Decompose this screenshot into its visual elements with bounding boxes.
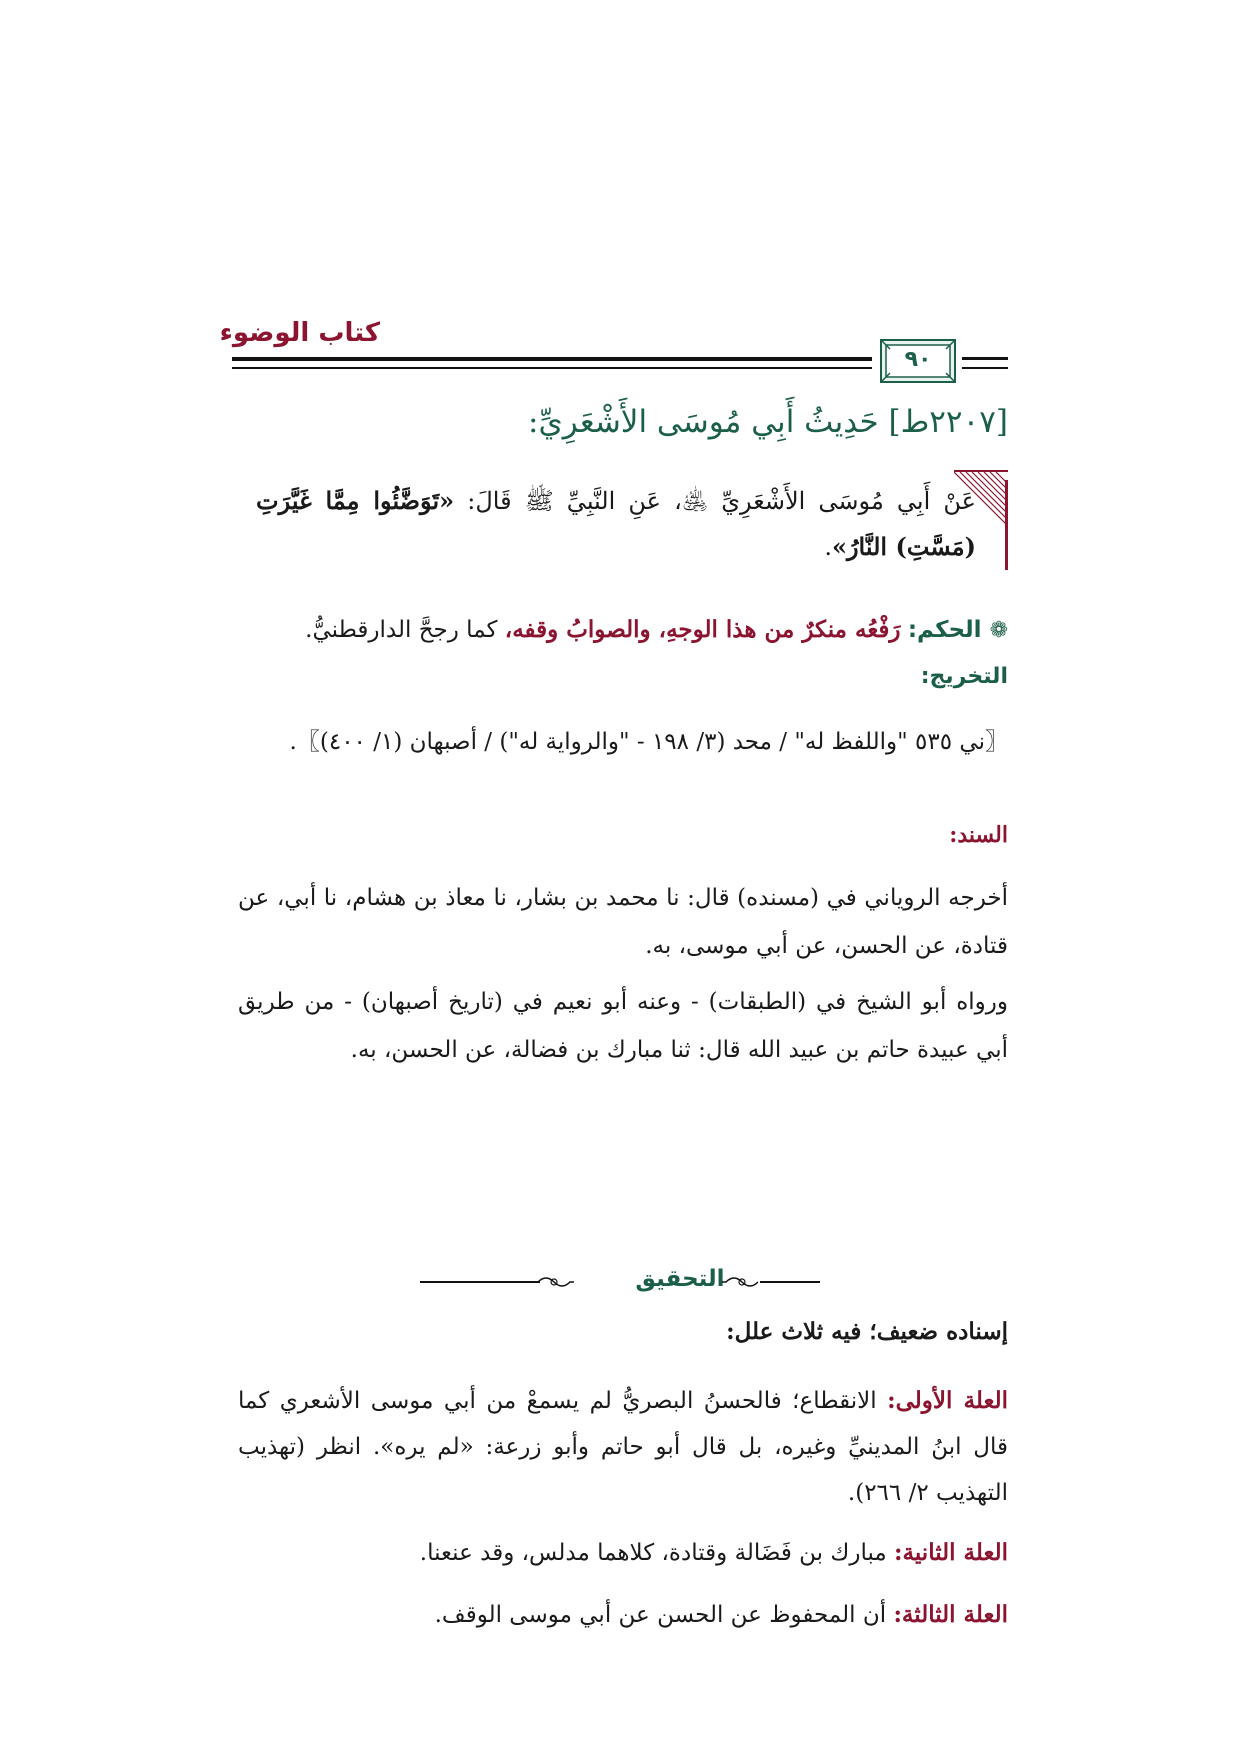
illa-1 — [238, 1378, 1008, 1516]
divider-line-right — [760, 1281, 820, 1283]
hadith-text — [256, 478, 976, 570]
header-rule-thin — [232, 367, 872, 369]
ruling-verdict: رَفْعُه منكرٌ من هذا الوجهِ، والصوابُ وقفه، — [504, 616, 901, 643]
analysis-summary: إسناده ضعيف؛ فيه ثلاث علل: — [726, 1318, 1008, 1345]
sanad-label: السند: — [949, 822, 1008, 848]
illa-1-label: العلة الأولى: — [887, 1387, 1009, 1414]
illa-3-text: أن المحفوظ عن الحسن عن أبي موسى الوقف. — [434, 1602, 894, 1628]
page-number-badge — [880, 339, 956, 383]
header-rule-thick — [232, 357, 872, 361]
tahqiq-divider — [420, 1262, 820, 1302]
ruling-rest: كما رجحَّ الدارقطنيُّ. — [305, 617, 505, 643]
hadith-box-bar — [1005, 480, 1008, 570]
ruling-label: الحكم: — [907, 617, 982, 643]
hadith-box — [238, 470, 1008, 570]
illa-3 — [238, 1592, 1008, 1638]
divider-line-left — [420, 1281, 540, 1283]
page-number: ٩٠ — [904, 347, 932, 372]
illa-2 — [238, 1530, 1008, 1576]
hadith-text-end: . — [824, 533, 832, 561]
ruling-line — [238, 610, 1008, 651]
illa-2-label: العلة الثانية: — [894, 1539, 1008, 1566]
sanad-paragraph-1: أخرجه الروياني في (مسنده) قال: نا محمد بن بشار، نا معاذ بن هشام، نا أبي، عن قتادة، عن الحسن، عن أبي موسى، به. — [238, 885, 1008, 959]
takhrij-text: 〖ني ٥٣٥ "واللفظ له" / محد (٣/ ١٩٨ - "والرواية له") / أصبهان (١/ ٤٠٠)〗. — [289, 729, 1008, 755]
divider-ornament-right-icon — [720, 1272, 760, 1292]
header-rule-right-thin — [962, 367, 1008, 369]
flower-icon: ❁ — [989, 618, 1008, 643]
illa-3-label: العلة الثالثة: — [893, 1601, 1008, 1628]
header-rule-right-thick — [962, 357, 1008, 360]
hadith-heading: [٢٢٠٧ط] حَدِيثُ أَبِي مُوسَى الأَشْعَرِيِّ: — [528, 404, 1008, 440]
takhrij-label: التخريج: — [920, 664, 1008, 689]
sanad-paragraph-2: ورواه أبو الشيخ في (الطبقات) - وعنه أبو نعيم في (تاريخ أصبهان) - من طريق أبي عبيدة حاتم بن عبيد الله قال: ثنا مبارك بن فضالة، عن الحسن، به. — [238, 989, 1008, 1063]
illa-1-text: الانقطاع؛ فالحسنُ البصريُّ لم يسمعْ من أبي موسى الأشعري كما قال ابنُ المدينيِّ وغيره، بل قال أبو حاتم وأبو زرعة: «لم يره». انظر (تهذيب التهذيب ٢/ ٢٦٦). — [238, 1388, 1008, 1506]
hadith-quote: «تَوَضَّئُوا مِمَّا غَيَّرَتِ (مَسَّتِ) النَّارُ» — [256, 486, 976, 561]
tahqiq-title: التحقيق — [635, 1266, 725, 1292]
illa-2-text: مبارك بن فَضَالة وقتادة، كلاهما مدلس، وقد عنعنا. — [419, 1540, 895, 1566]
book-title: كتاب الوضوء — [219, 318, 380, 348]
hadith-text-intro: عَنْ أَبِي مُوسَى الأَشْعَرِيِّ ﵁، عَنِ النَّبِيِّ ﷺ قَالَ: — [454, 487, 976, 515]
